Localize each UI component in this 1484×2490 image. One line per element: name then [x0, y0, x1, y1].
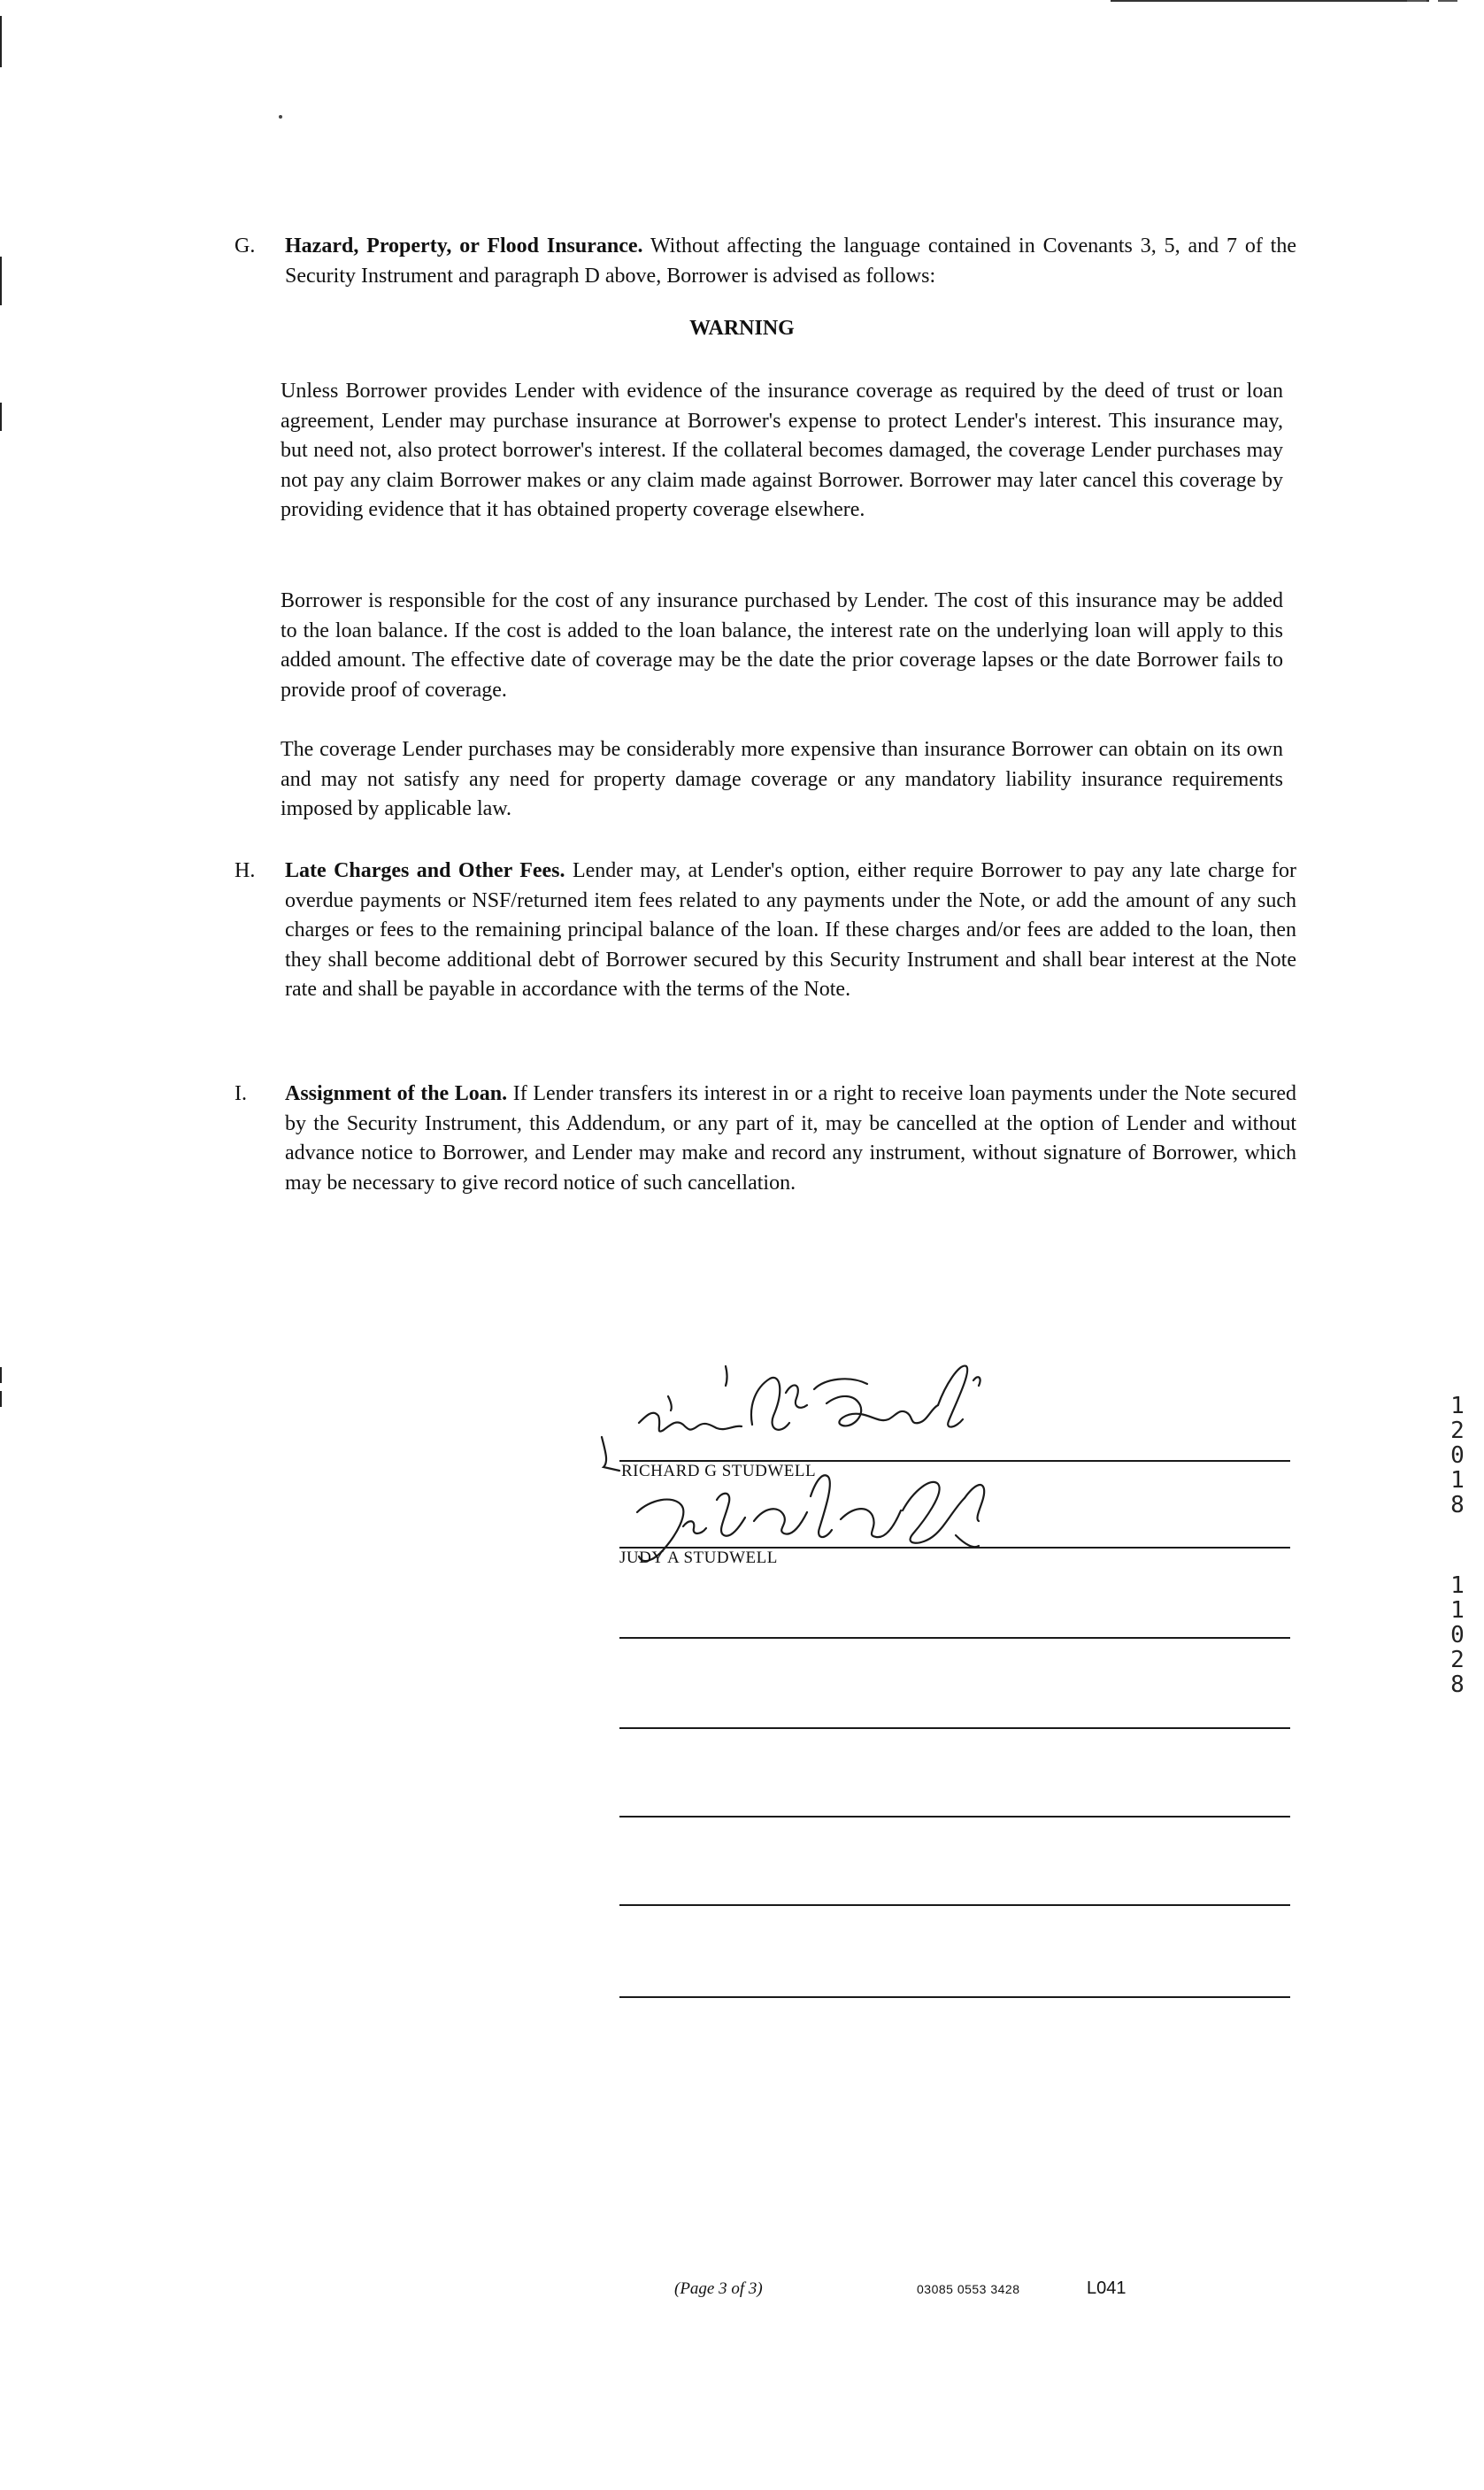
warning-title: WARNING	[689, 317, 795, 340]
section-i	[235, 1080, 1296, 1198]
section-g	[235, 232, 1296, 291]
signature-line-4	[619, 1727, 1290, 1729]
signer-1-name: RICHARD G STUDWELL	[621, 1462, 817, 1480]
top-edge-tick	[1407, 0, 1426, 2]
signature-line-3	[619, 1637, 1290, 1639]
section-h	[235, 857, 1296, 1005]
top-edge-tick	[1438, 0, 1457, 2]
recording-stamp-bottom	[1447, 1573, 1468, 1697]
stamp-digit: 2	[1450, 1418, 1465, 1444]
stamp-digit: 1	[1450, 1393, 1465, 1419]
stamp-digit: 0	[1450, 1442, 1465, 1469]
speck-mark	[279, 115, 282, 119]
signer-2-name: JUDY A STUDWELL	[619, 1549, 778, 1567]
section-g-heading: Hazard, Property, or Flood Insurance.	[285, 234, 643, 257]
section-i-letter: I.	[235, 1082, 247, 1105]
left-margin-mark	[0, 257, 2, 305]
stamp-digit: 1	[1450, 1572, 1465, 1599]
footer-form-code: L041	[1087, 2279, 1126, 2298]
stamp-digit: 1	[1450, 1467, 1465, 1494]
section-h-text: Lender may, at Lender's option, either require Borrower to pay any late charge for overdue payments or NSF/returned item fees related to any payments under the Note, or add the amount of any such charges or fees to the remaining principal balance of the loan. If these charges and/or fees are added to the loan, then they shall become additional debt of Borrower secured by this Security Instrument and shall bear interest at the Note rate and shall be payable in accordance with the terms of the Note.	[285, 859, 1296, 1001]
section-i-heading: Assignment of the Loan.	[285, 1082, 508, 1105]
stamp-digit: 1	[1450, 1597, 1465, 1624]
top-edge-line	[1111, 0, 1429, 2]
signature-line-7	[619, 1996, 1290, 1998]
stamp-digit: 2	[1450, 1647, 1465, 1673]
section-h-letter: H.	[235, 859, 256, 882]
section-i-text: If Lender transfers its interest in or a right to receive loan payments under the Note secured by the Security Instrument, this Addendum, or any part of it, may be cancelled at the option of Lender and without advance notice to Borrower, and Lender may make and record any instrument, without signature of Borrower, which may be necessary to give record notice of such cancellation.	[285, 1082, 1297, 1195]
section-h-heading: Late Charges and Other Fees.	[285, 859, 565, 882]
left-margin-mark	[0, 16, 2, 67]
recording-stamp-top	[1447, 1394, 1468, 1518]
section-g-letter: G.	[235, 234, 256, 257]
section-g-text: Without affecting the language contained in Covenants 3, 5, and 7 of the Security Instrument and paragraph D above, Borrower is advised as follows:	[285, 234, 1297, 288]
stamp-digit: 8	[1450, 1672, 1465, 1698]
footer-loan-number: 03085 0553 3428	[917, 2282, 1020, 2296]
warning-paragraph-2: Borrower is responsible for the cost of any insurance purchased by Lender. The cost of this insurance may be added to the loan balance. If the cost is added to the loan balance, the interest rate on the underlying loan will apply to this added amount. The effective date of coverage may be the date the prior coverage lapses or the date Borrower fails to provide proof of coverage.	[281, 589, 1283, 702]
stamp-digit: 0	[1450, 1622, 1465, 1648]
signature-line-5	[619, 1816, 1290, 1818]
warning-paragraph-3: The coverage Lender purchases may be considerably more expensive than insurance Borrower can obtain on its own and may not satisfy any need for property damage coverage or any mandatory liability insurance requirements imposed by applicable law.	[281, 738, 1283, 820]
left-margin-mark	[0, 1367, 2, 1383]
left-margin-mark	[0, 1391, 2, 1407]
warning-paragraph-1: Unless Borrower provides Lender with evidence of the insurance coverage as required by the deed of trust or loan agreement, Lender may purchase insurance at Borrower's expense to protect Lender's interest. This insurance may, but need not, also protect borrower's interest. If the collateral becomes damaged, the coverage Lender purchases may not pay any claim Borrower makes or any claim made against Borrower. Borrower may later cancel this coverage by providing evidence that it has obtained property coverage elsewhere.	[281, 380, 1283, 521]
left-margin-mark	[0, 403, 2, 431]
footer-page-number: (Page 3 of 3)	[674, 2279, 763, 2298]
stamp-digit: 8	[1450, 1492, 1465, 1518]
signature-line-6	[619, 1904, 1290, 1906]
